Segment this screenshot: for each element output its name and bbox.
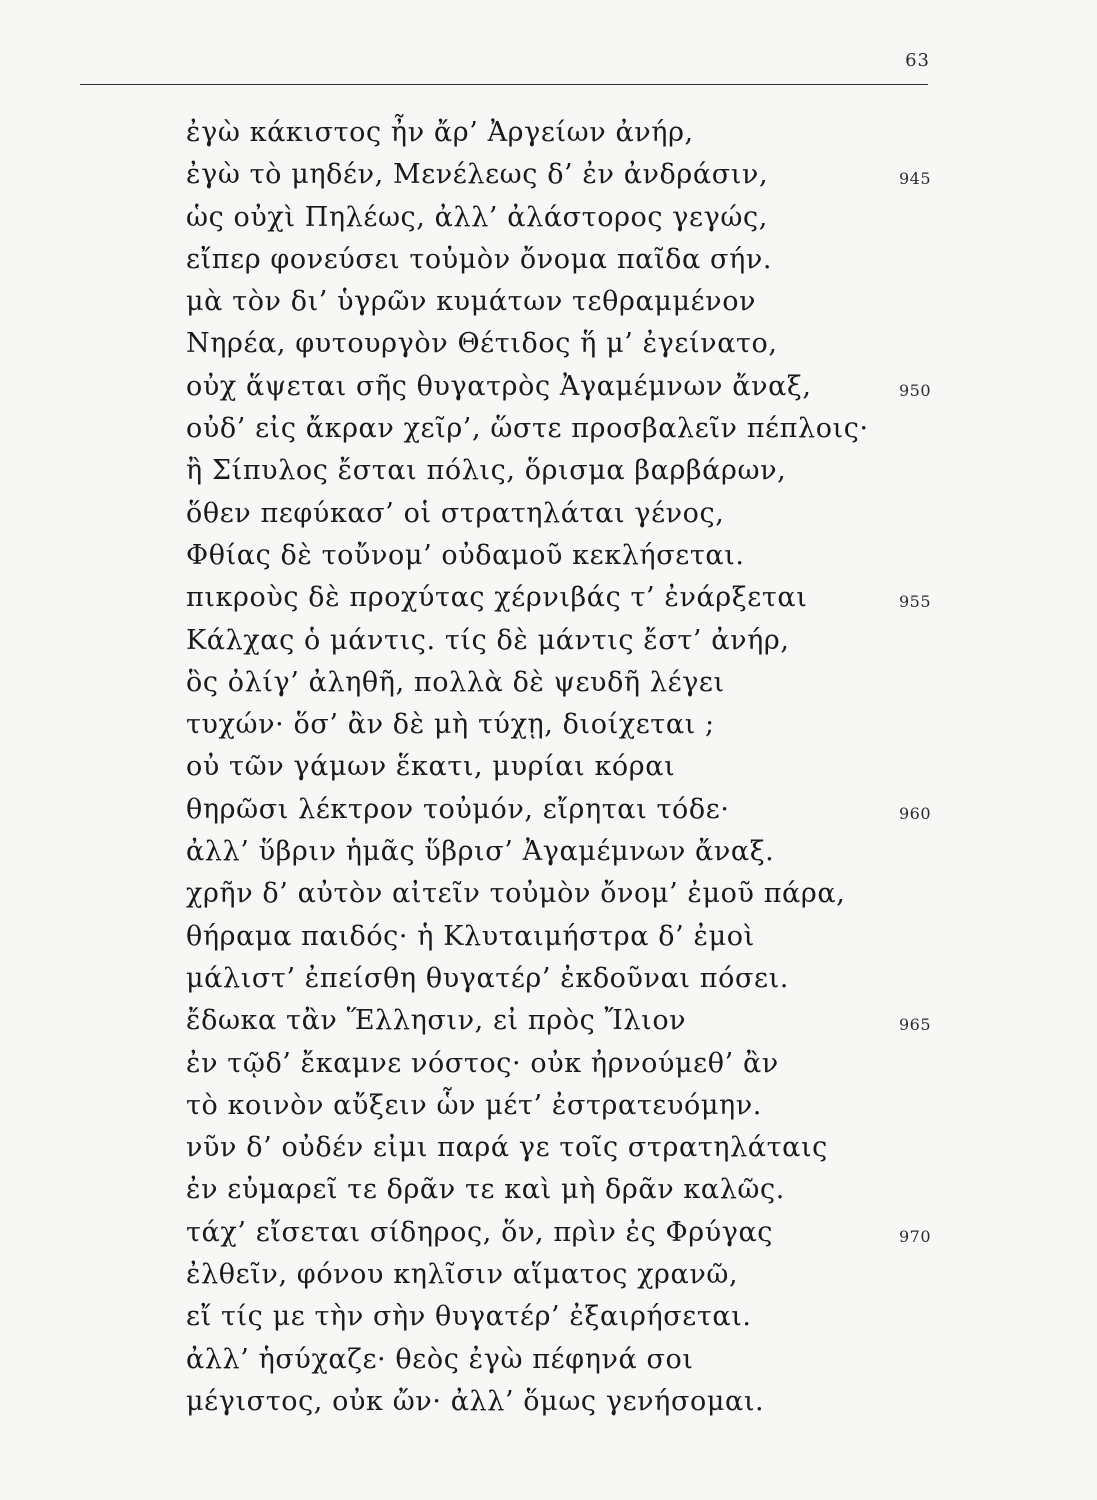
verse-line [186,366,931,408]
line-number: 950 [898,380,931,400]
verse-line [186,831,931,873]
verse-text: ἢ Σίπυλος ἔσται πόλις, ὅρισμα βαρβάρων, [186,455,787,487]
verse-text: ἐγὼ τὸ μηδέν, Μενέλεως δ’ ἐν ἀνδράσιν, [186,159,769,191]
verse-line [186,958,931,1000]
line-number: 955 [898,592,931,612]
line-number: 965 [898,1015,931,1035]
verse-line [186,1254,931,1296]
verse-line [186,916,931,958]
verse-text: μὰ τὸν δι’ ὑγρῶν κυμάτων τεθραμμένον [186,286,757,318]
verse-text: εἴ τίς με τὴν σὴν θυγατέρ’ ἐξαιρήσεται. [186,1301,752,1333]
verse-line [186,323,931,365]
verse-text: ἐγὼ κάκιστος ἦν ἄρ’ Ἀργείων ἀνήρ, [186,117,694,148]
verse-text: Φθίας δὲ τοὔνομ’ οὐδαμοῦ κεκλήσεται. [186,539,745,571]
verse-line [186,620,931,662]
verse-line [186,239,931,281]
verse-line [186,577,931,619]
verse-line [186,493,931,535]
verse-text: θηρῶσι λέκτρον τοὐμόν, εἴρηται τόδε· [186,793,730,825]
verse-line [186,1212,931,1254]
verse-line [186,197,931,239]
verse-text: Νηρέα, φυτουργὸν Θέτιδος ἥ μ’ ἐγείνατο, [186,328,778,360]
verse-text: ἔδωκα τἂν Ἕλλησιν, εἰ πρὸς Ἴλιον [186,1005,687,1037]
verse-text: μάλιστ’ ἐπείσθη θυγατέρ’ ἐκδοῦναι πόσει. [186,962,789,994]
verse-text: τάχ’ εἴσεται σίδηρος, ὅν, πρὶν ἐς Φρύγας [186,1216,774,1248]
verse-text: οὐδ’ εἰς ἄκραν χεῖρ’, ὥστε προσβαλεῖν πέπλοις· [186,413,869,445]
verse-text: τὸ κοινὸν αὔξειν ὧν μέτ’ ἐστρατευόμην. [186,1089,762,1121]
verse-line [186,1296,931,1338]
verse-text: πικροὺς δὲ προχύτας χέρνιβάς τ’ ἐνάρξεται [186,582,808,614]
verse-text: χρῆν δ’ αὐτὸν αἰτεῖν τοὐμὸν ὄνομ’ ἐμοῦ πάρα, [186,878,846,910]
verse-line [186,704,931,746]
verse-line [186,746,931,788]
verse-line [186,1339,931,1381]
verse-line [186,450,931,492]
verse-line [186,1381,931,1423]
verse-line [186,112,931,154]
verse-text: ἐλθεῖν, φόνου κηλῖσιν αἵματος χρανῶ, [186,1259,739,1291]
verse-text: ἐν τῷδ’ ἔκαμνε νόστος· οὐκ ἠρνούμεθ’ ἂν [186,1047,779,1079]
verse-text: εἴπερ φονεύσει τοὐμὸν ὄνομα παῖδα σήν. [186,243,773,275]
verse-text: οὐ τῶν γάμων ἕκατι, μυρίαι κόραι [186,751,676,783]
verse-text: τυχών· ὅσ’ ἂν δὲ μὴ τύχῃ, διοίχεται ; [186,709,715,741]
verse-text: ὃς ὀλίγ’ ἀληθῆ, πολλὰ δὲ ψευδῆ λέγει [186,666,725,698]
verse-text: οὐχ ἅψεται σῆς θυγατρὸς Ἀγαμέμνων ἄναξ, [186,370,812,402]
line-number: 970 [898,1226,931,1246]
verse-text: Κάλχας ὁ μάντις. τίς δὲ μάντις ἔστ’ ἀνήρ, [186,624,790,656]
verse-line [186,1127,931,1169]
verse-text: ὅθεν πεφύκασ’ οἱ στρατηλάται γένος, [186,497,725,529]
verse-line [186,873,931,915]
verse-line [186,1043,931,1085]
verse-line [186,1085,931,1127]
verse-line [186,154,931,196]
verse-line [186,408,931,450]
verse-line [186,789,931,831]
verse-line [186,1000,931,1042]
verse-text: ἐν εὐμαρεῖ τε δρᾶν τε καὶ μὴ δρᾶν καλῶς. [186,1174,785,1206]
verse-text: ὡς οὐχὶ Πηλέως, ἀλλ’ ἀλάστορος γεγώς, [186,201,768,233]
verse-line [186,535,931,577]
verse-block [186,112,931,1423]
page-number: 63 [905,50,930,71]
verse-line [186,281,931,323]
verse-text: ἀλλ’ ὕβριν ἡμᾶς ὕβρισ’ Ἀγαμέμνων ἄναξ. [186,836,775,868]
header-rule [80,84,928,85]
verse-text: μέγιστος, οὐκ ὤν· ἀλλ’ ὅμως γενήσομαι. [186,1385,765,1417]
verse-text: νῦν δ’ οὐδέν εἰμι παρά γε τοῖς στρατηλάταις [186,1132,828,1164]
line-number: 960 [898,803,931,823]
verse-line [186,662,931,704]
line-number: 945 [898,169,931,189]
verse-line [186,1169,931,1211]
verse-text: ἀλλ’ ἡσύχαζε· θεὸς ἐγὼ πέφηνά σοι [186,1343,694,1375]
verse-text: θήραμα παιδός· ἡ Κλυταιμήστρα δ’ ἐμοὶ [186,920,755,952]
